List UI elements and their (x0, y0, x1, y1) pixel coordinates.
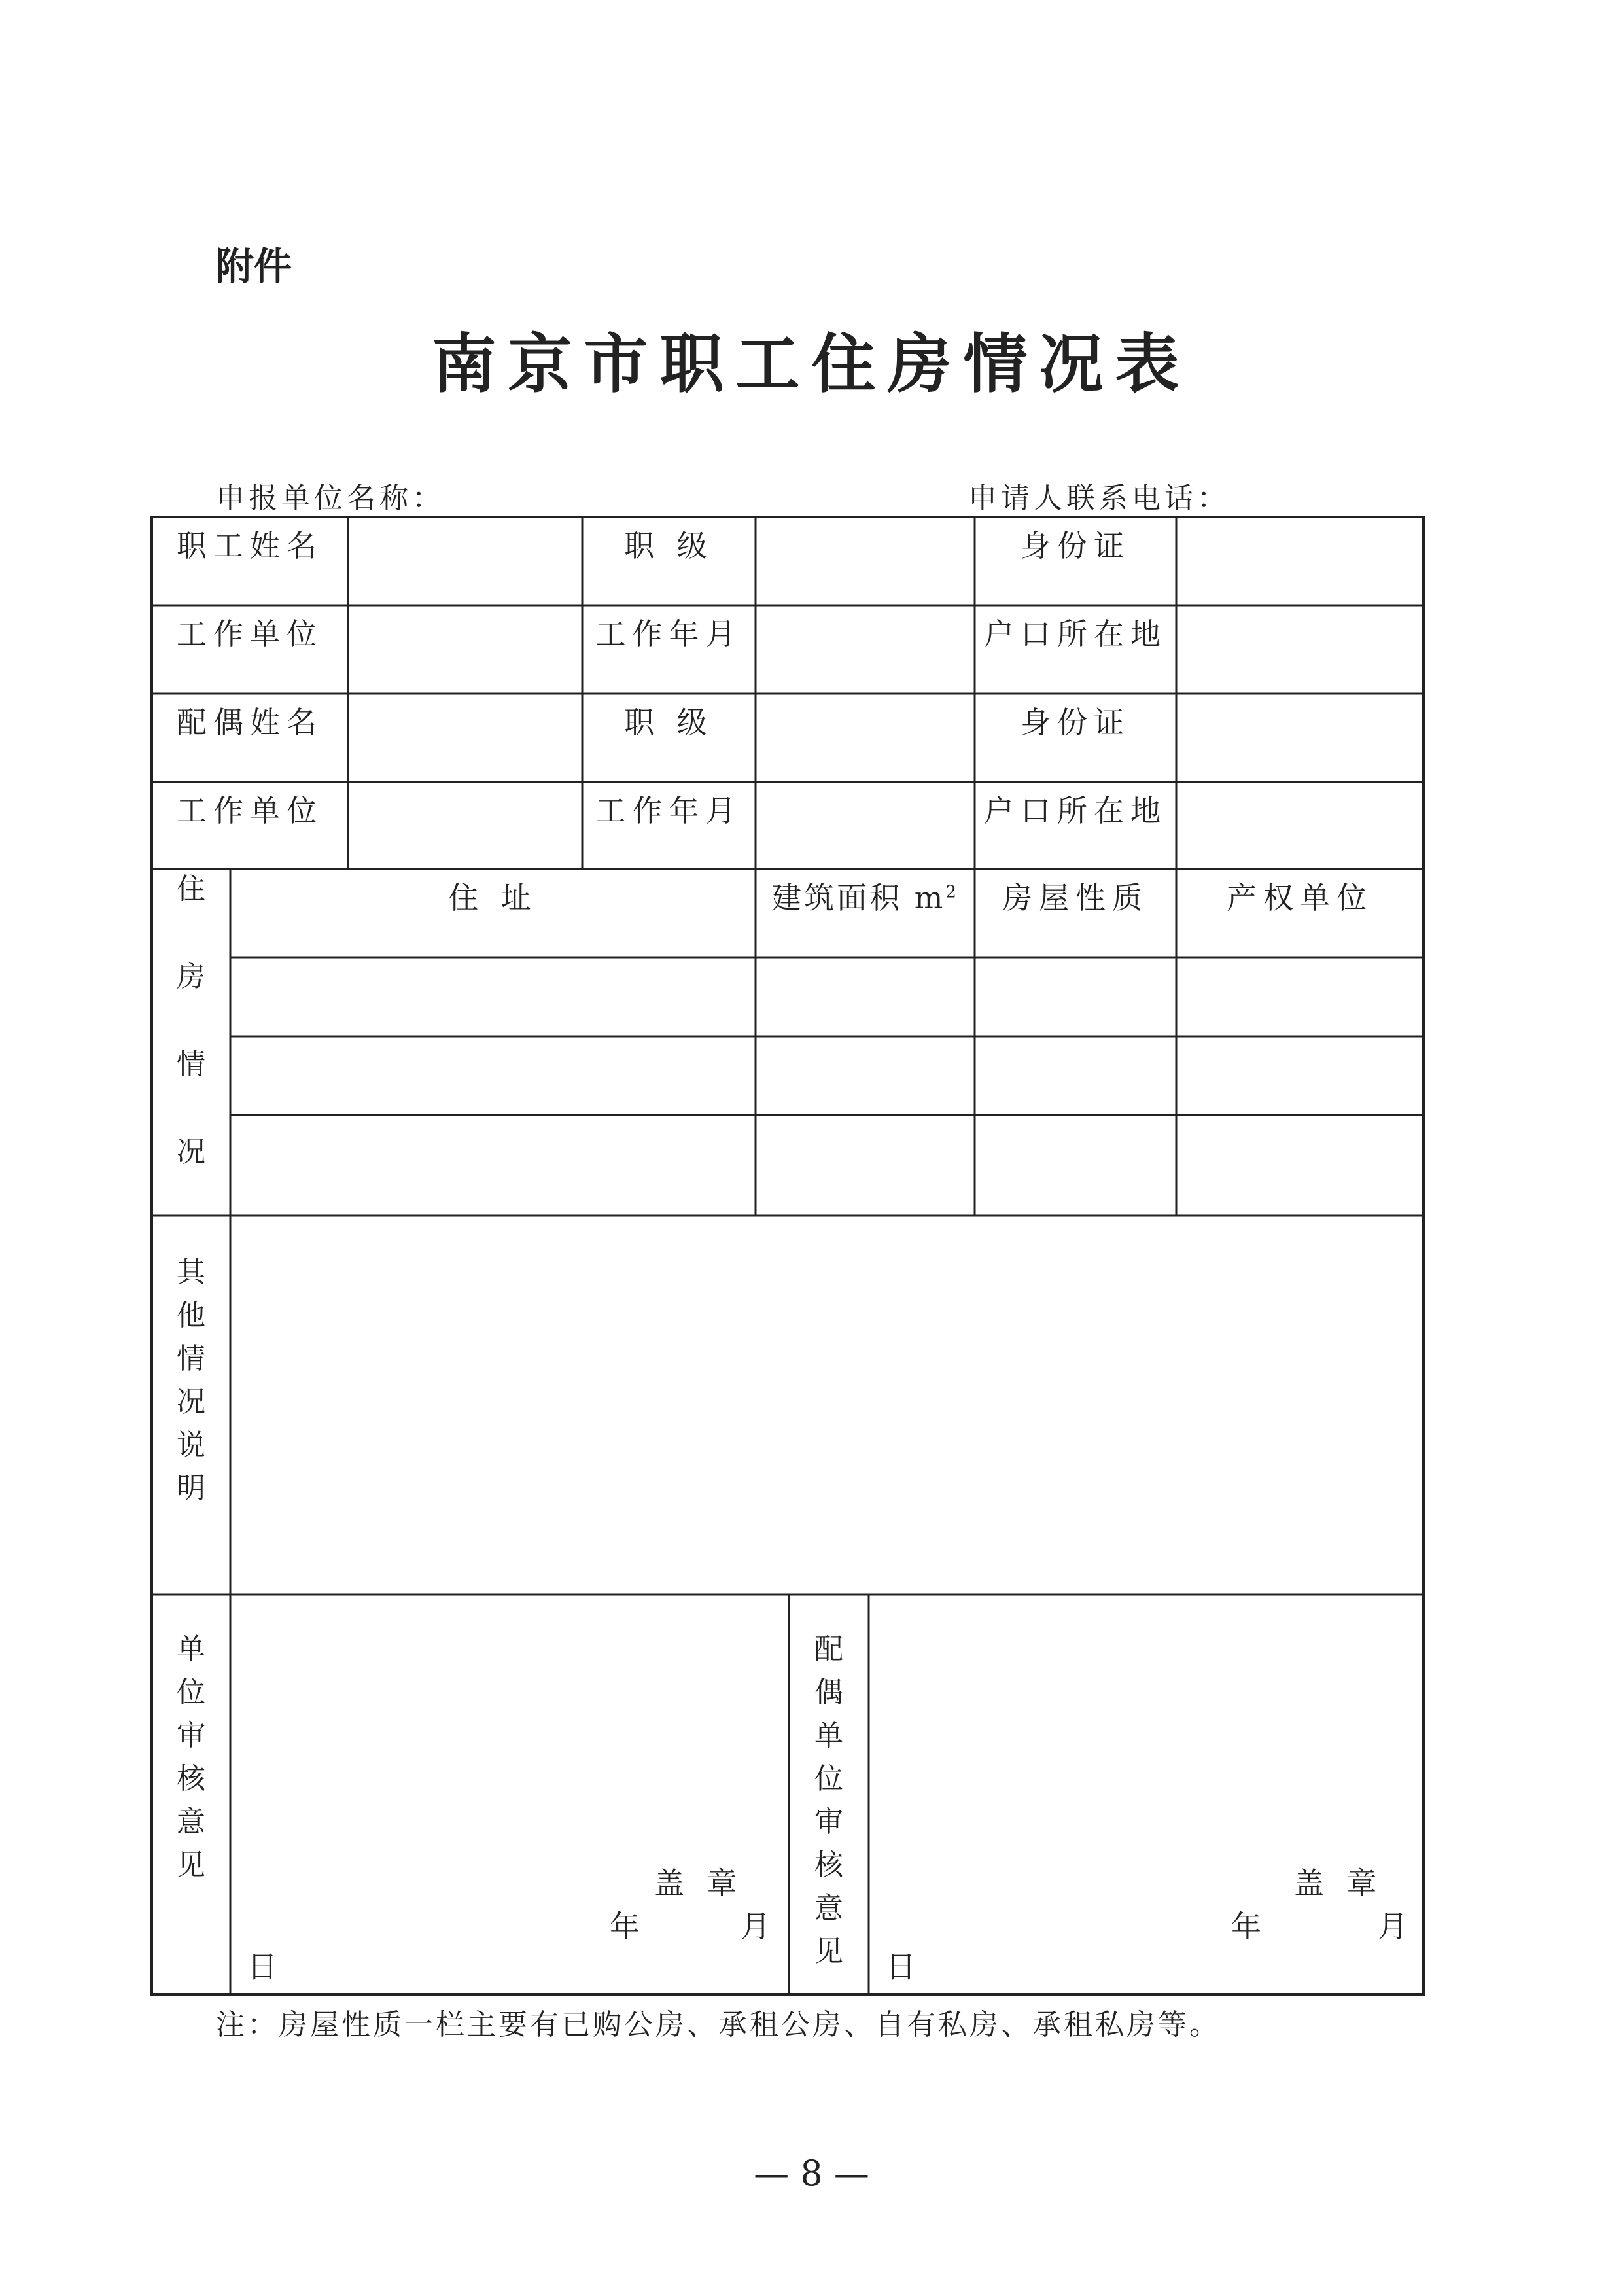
spouse-work-unit-label: 工作单位 (177, 793, 323, 828)
attachment-label: 附件 (216, 244, 292, 289)
housing-owner-header: 产权单位 (1227, 880, 1373, 915)
spouse-work-years-label: 工作年月 (595, 793, 742, 828)
spouse-month-label: 月 (1378, 1909, 1414, 1944)
spouse-id-label: 身份证 (1021, 705, 1130, 740)
unit-day-label: 日 (247, 1949, 284, 1985)
spouse-day-label: 日 (886, 1949, 922, 1985)
spouse-name-field[interactable] (349, 695, 581, 781)
unit-name-label: 申报单位名称： (216, 482, 445, 515)
unit-month-label: 月 (741, 1909, 777, 1944)
other-section-label: 其 他 情 况 说 明 (177, 1256, 205, 1505)
employee-name-field[interactable] (349, 518, 581, 604)
employee-hukou-label: 户口所在地 (984, 616, 1167, 652)
unit-review-label: 单 位 审 核 意 见 (177, 1633, 205, 1882)
phone-label: 申请人联系电话： (968, 482, 1230, 515)
page-title: 南京市职工住房情况表 (432, 327, 1191, 402)
spouse-unit-review-label: 配 偶 单 位 审 核 意 见 (814, 1633, 843, 1968)
employee-work-years-field[interactable] (757, 607, 973, 692)
other-notes-field[interactable] (233, 1218, 1421, 1592)
spouse-id-field[interactable] (1178, 695, 1422, 781)
employee-rank-label: 职 级 (624, 528, 714, 563)
employee-work-years-label: 工作年月 (595, 616, 742, 652)
spouse-name-label: 配偶姓名 (177, 705, 323, 740)
spouse-hukou-field[interactable] (1178, 783, 1422, 868)
employee-rank-field[interactable] (757, 518, 973, 604)
housing-section-label: 住 房 情 况 (177, 872, 205, 1169)
employee-hukou-field[interactable] (1178, 607, 1422, 692)
spouse-year-label: 年 (1231, 1909, 1268, 1944)
housing-nature-header: 房屋性质 (1002, 880, 1149, 915)
unit-year-label: 年 (610, 1909, 646, 1944)
spouse-rank-label: 职 级 (624, 705, 714, 740)
employee-work-unit-label: 工作单位 (177, 616, 323, 652)
spouse-work-years-field[interactable] (757, 783, 973, 868)
employee-id-label: 身份证 (1021, 528, 1130, 563)
employee-name-label: 职工姓名 (177, 528, 323, 563)
unit-seal-label: 盖 章 (654, 1865, 744, 1901)
housing-address-header: 住 址 (448, 880, 538, 915)
spouse-rank-field[interactable] (757, 695, 973, 781)
employee-work-unit-field[interactable] (349, 607, 581, 692)
footnote: 注：房屋性质一栏主要有已购公房、承租公房、自有私房、承租私房等。 (216, 2008, 1221, 2041)
spouse-work-unit-field[interactable] (349, 783, 581, 868)
spouse-seal-label: 盖 章 (1294, 1865, 1384, 1901)
page-number: — 8 — (754, 2153, 869, 2194)
housing-area-header: 建筑面积 $m^2$ (771, 880, 959, 915)
spouse-hukou-label: 户口所在地 (984, 793, 1167, 828)
employee-id-field[interactable] (1178, 518, 1422, 604)
